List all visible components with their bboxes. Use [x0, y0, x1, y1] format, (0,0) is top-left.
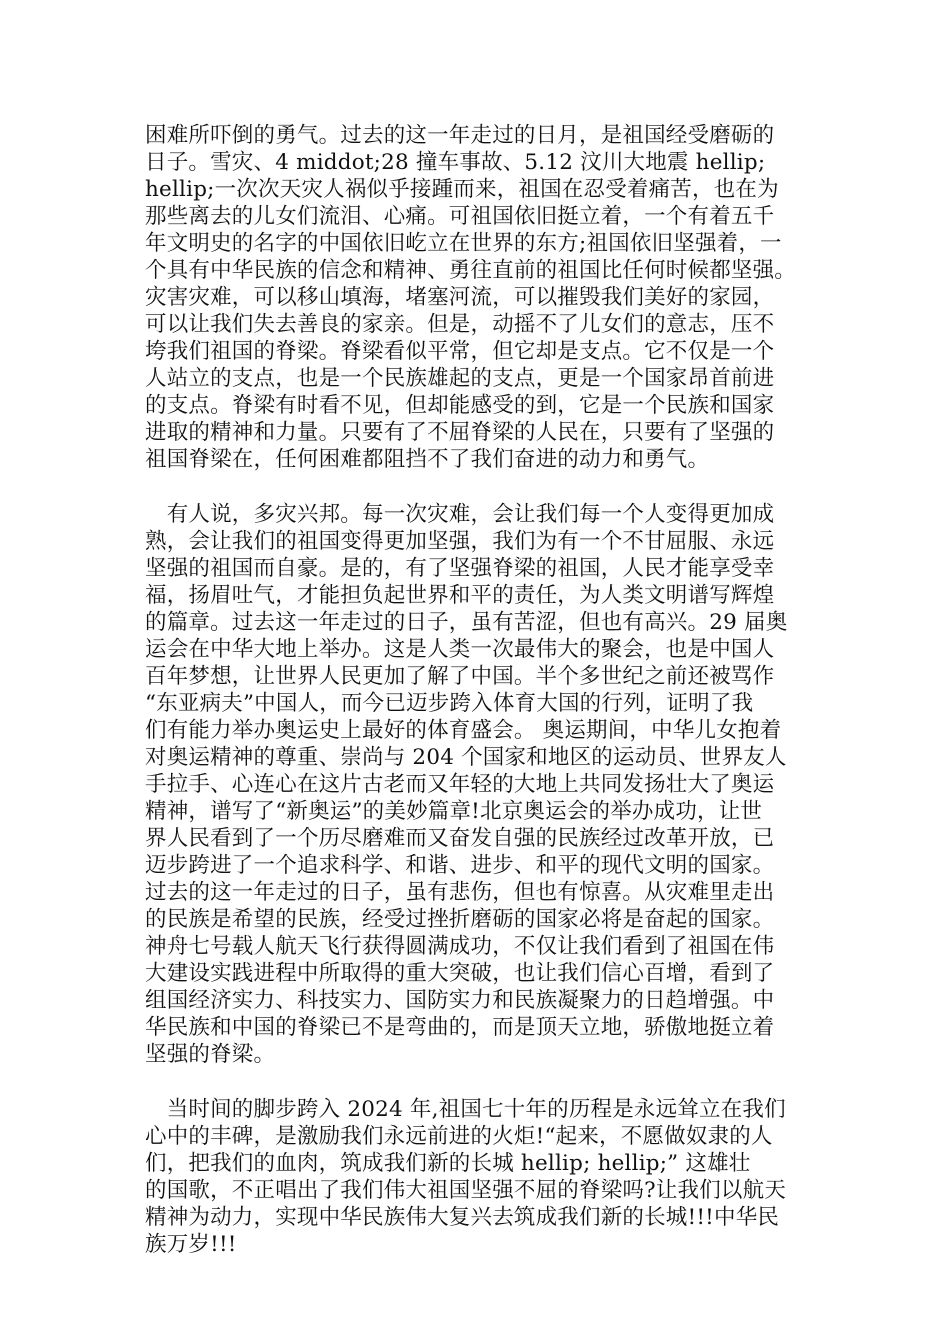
text-line: 神舟七号载人航天飞行获得圆满成功，不仅让我们看到了祖国在伟 — [145, 934, 775, 959]
text-line: 日子。雪灾、4 middot;28 撞车事故、5.12 汶川大地震 hellip; — [145, 150, 766, 175]
text-line: 手拉手、心连心在这片古老而又年轻的大地上共同发扬壮大了奥运 — [145, 772, 775, 797]
text-line: hellip;一次次天灾人祸似乎接踵而来，祖国在忍受着痛苦，也在为 — [145, 177, 779, 202]
text-line: 坚强的脊梁。 — [145, 1042, 276, 1067]
text-line: 的支点。脊梁有时看不见，但却能感受的到，它是一个民族和国家 — [145, 393, 775, 418]
text-line: 组国经济实力、科技实力、国防实力和民族凝聚力的日趋增强。中 — [145, 988, 775, 1013]
text-line: 过去的这一年走过的日子，虽有悲伤，但也有惊喜。从灾难里走出 — [145, 880, 775, 905]
text-line: 们有能力举办奥运史上最好的体育盛会。 奥运期间，中华儿女抱着 — [145, 718, 782, 743]
text-line: 运会在中华大地上举办。这是人类一次最伟大的聚会，也是中国人 — [145, 637, 775, 662]
text-line: 迈步跨进了一个追求科学、和谐、进步、和平的现代文明的国家。 — [145, 853, 775, 878]
text-line: 族万岁!!! — [145, 1232, 237, 1257]
text-line: 华民族和中国的脊梁已不是弯曲的，而是顶天立地，骄傲地挺立着 — [145, 1015, 775, 1040]
text-line: 熟，会让我们的祖国变得更加坚强，我们为有一个不甘屈服、永远 — [145, 529, 775, 554]
text-line: 精神为动力，实现中华民族伟大复兴去筑成我们新的长城!!!中华民 — [145, 1205, 780, 1230]
text-line: 祖国脊梁在，任何困难都阻挡不了我们奋进的动力和勇气。 — [145, 447, 710, 472]
text-line: 大建设实践进程中所取得的重大突破，也让我们信心百增，看到了 — [145, 961, 775, 986]
text-line: 有人说，多灾兴邦。每一次灾难，会让我们每一个人变得更加成 — [145, 502, 775, 527]
text-line: 人站立的支点，也是一个民族雄起的支点，更是一个国家昂首前进 — [145, 366, 775, 391]
text-line: 心中的丰碑，是激励我们永远前进的火炬!“起来，不愿做奴隶的人 — [145, 1124, 773, 1149]
text-line: 百年梦想，让世界人民更加了解了中国。半个多世纪之前还被骂作 — [145, 664, 775, 689]
text-line: 对奥运精神的尊重、崇尚与 204 个国家和地区的运动员、世界友人 — [145, 745, 787, 770]
text-line: 困难所吓倒的勇气。过去的这一年走过的日月，是祖国经受磨砺的 — [145, 123, 775, 148]
text-line: 灾害灾难，可以移山填海，堵塞河流，可以摧毁我们美好的家园， — [145, 285, 775, 310]
text-line: 进取的精神和力量。只要有了不屈脊梁的人民在，只要有了坚强的 — [145, 420, 775, 445]
text-line: 个具有中华民族的信念和精神、勇往直前的祖国比任何时候都坚强。 — [145, 258, 797, 283]
text-line: 那些离去的儿女们流泪、心痛。可祖国依旧挺立着，一个有着五千 — [145, 204, 775, 229]
text-line: 界人民看到了一个历尽磨难而又奋发自强的民族经过改革开放，已 — [145, 826, 775, 851]
text-line: 可以让我们失去善良的家亲。但是，动摇不了儿女们的意志，压不 — [145, 312, 775, 337]
text-line: 坚强的祖国而自豪。是的，有了坚强脊梁的祖国，人民才能享受幸 — [145, 556, 775, 581]
text-line: 的国歌，不正唱出了我们伟大祖国坚强不屈的脊梁吗?让我们以航天 — [145, 1178, 787, 1203]
text-line: 的篇章。过去这一年走过的日子，虽有苦涩，但也有高兴。29 届奥 — [145, 610, 788, 635]
text-line: 福，扬眉吐气，才能担负起世界和平的责任，为人类文明谱写辉煌 — [145, 583, 775, 608]
text-line: 当时间的脚步跨入 2024 年,祖国七十年的历程是永远耸立在我们 — [145, 1097, 786, 1122]
text-line: 们，把我们的血肉，筑成我们新的长城 hellip; hellip;” 这雄壮 — [145, 1151, 751, 1176]
text-line: “东亚病夫”中国人，而今已迈步跨入体育大国的行列，证明了我 — [145, 691, 754, 716]
text-line: 的民族是希望的民族，经受过挫折磨砺的国家必将是奋起的国家。 — [145, 907, 775, 932]
text-line: 垮我们祖国的脊梁。脊梁看似平常，但它却是支点。它不仅是一个 — [145, 339, 775, 364]
text-line: 精神，谱写了“新奥运”的美妙篇章!北京奥运会的举办成功，让世 — [145, 799, 763, 824]
text-line: 年文明史的名字的中国依旧屹立在世界的东方;祖国依旧坚强着，一 — [145, 231, 782, 256]
